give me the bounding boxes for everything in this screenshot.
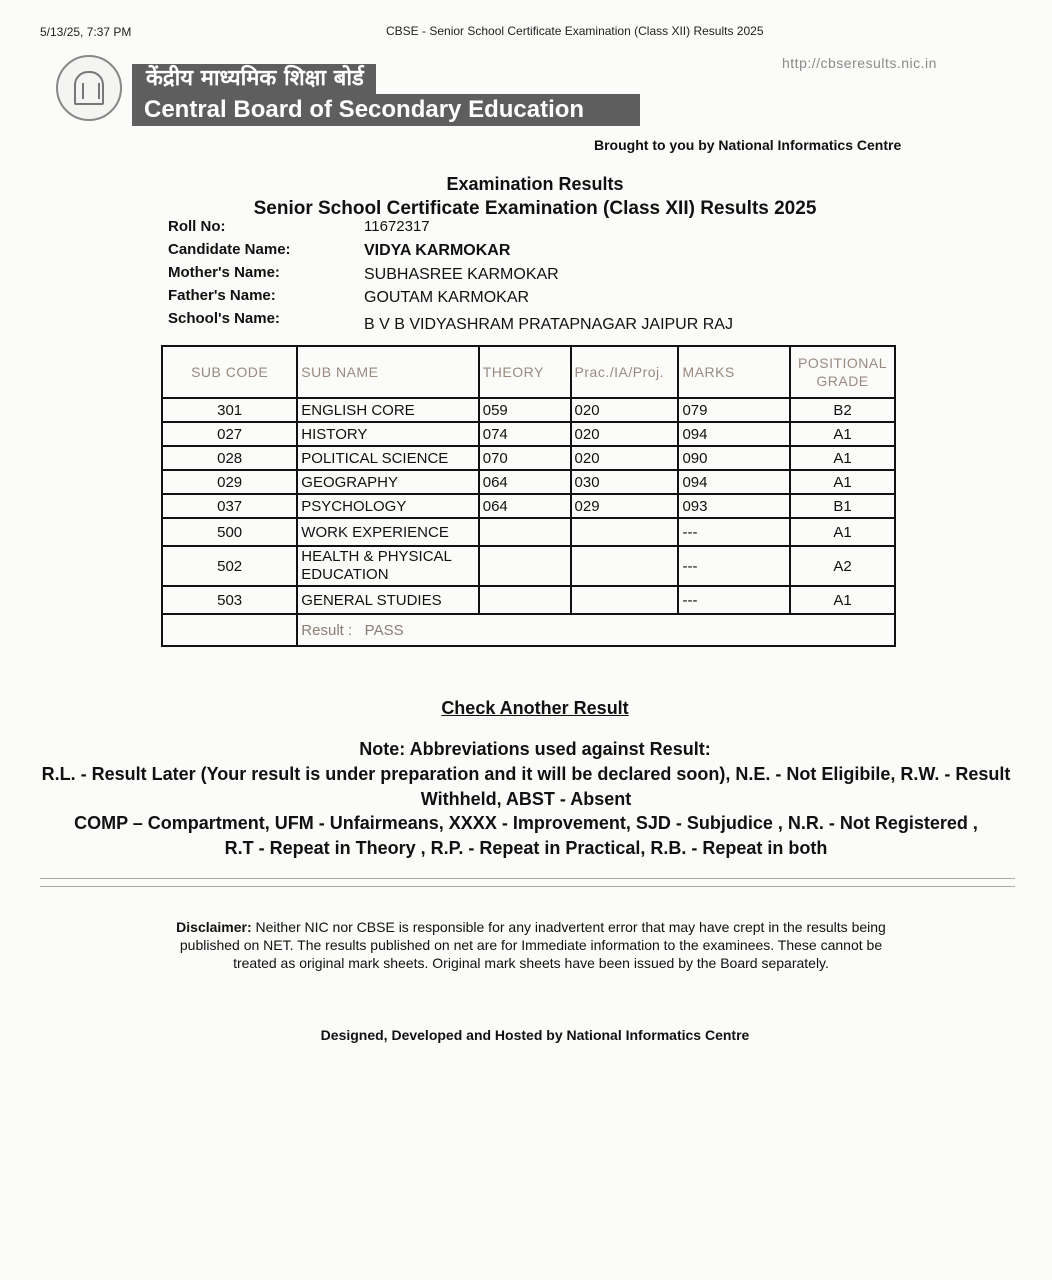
- print-datetime: 5/13/25, 7:37 PM: [40, 25, 132, 39]
- theory-marks: 064: [479, 470, 571, 494]
- board-name-english: Central Board of Secondary Education: [132, 94, 640, 126]
- school-name-label: School's Name:: [168, 310, 280, 327]
- father-name-label: Father's Name:: [168, 287, 276, 304]
- total-marks: 094: [678, 470, 790, 494]
- check-another-result-link[interactable]: Check Another Result: [441, 698, 629, 718]
- table-row: [162, 398, 895, 422]
- mother-name-label: Mother's Name:: [168, 264, 280, 281]
- marks-table: [161, 345, 896, 647]
- total-marks: 090: [678, 446, 790, 470]
- sub-name: ENGLISH CORE: [297, 398, 478, 422]
- sub-code: 029: [162, 470, 297, 494]
- theory-marks: 064: [479, 494, 571, 518]
- result-value: PASS: [364, 621, 404, 639]
- col-header-grade: POSITIONAL GRADE: [790, 346, 895, 398]
- father-name-value: GOUTAM KARMOKAR: [364, 289, 530, 306]
- divider: [40, 886, 1015, 887]
- col-header-sub-code: SUB CODE: [162, 346, 297, 398]
- theory-marks: [479, 518, 571, 546]
- col-header-theory: THEORY: [479, 346, 571, 398]
- sub-code: 027: [162, 422, 297, 446]
- practical-marks: 020: [571, 446, 679, 470]
- print-page-title: CBSE - Senior School Certificate Examination (Class XII) Results 2025: [386, 24, 764, 38]
- board-name-hindi: केंद्रीय माध्यमिक शिक्षा बोर्ड: [132, 64, 376, 94]
- abbreviations-line-1: R.L. - Result Later (Your result is under preparation and it will be declared soon), N.E. - Not Eligibile, R.W. - Result Withheld, ABST - Absent: [41, 764, 1011, 809]
- candidate-name-value: VIDYA KARMOKAR: [364, 242, 511, 259]
- candidate-name-label: Candidate Name:: [168, 241, 291, 258]
- sub-code: 502: [162, 546, 297, 586]
- roll-no-label: Roll No:: [168, 218, 226, 235]
- sub-name: HEALTH & PHYSICAL EDUCATION: [297, 546, 478, 586]
- theory-marks: [479, 586, 571, 614]
- total-marks: 094: [678, 422, 790, 446]
- footer-credit: Designed, Developed and Hosted by National Informatics Centre: [320, 1027, 750, 1043]
- col-header-sub-name: SUB NAME: [297, 346, 478, 398]
- result-label: Result :: [301, 621, 353, 639]
- mother-name-value: SUBHASREE KARMOKAR: [364, 266, 559, 283]
- table-row: [162, 518, 895, 546]
- total-marks: ---: [678, 546, 790, 586]
- col-header-marks: MARKS: [678, 346, 790, 398]
- positional-grade: A1: [790, 518, 895, 546]
- sub-code: 503: [162, 586, 297, 614]
- positional-grade: B1: [790, 494, 895, 518]
- col-header-practical: Prac./IA/Proj.: [571, 346, 679, 398]
- disclaimer-text: Neither NIC nor CBSE is responsible for any inadvertent error that may have crept in the results being published on NET. The results published on net are for Immediate information to the examinees. These cannot be treated as original mark sheets. Original mark sheets have been issued by the Board separately.: [179, 919, 886, 971]
- result-empty-cell: [162, 614, 297, 646]
- site-url[interactable]: http://cbseresults.nic.in: [782, 55, 937, 71]
- theory-marks: 070: [479, 446, 571, 470]
- result-row: [162, 614, 895, 646]
- theory-marks: [479, 546, 571, 586]
- sub-name: GEOGRAPHY: [297, 470, 478, 494]
- page-heading: Examination Results: [446, 174, 624, 194]
- positional-grade: B2: [790, 398, 895, 422]
- theory-marks: 074: [479, 422, 571, 446]
- total-marks: 079: [678, 398, 790, 422]
- disclaimer-label: Disclaimer:: [176, 919, 252, 935]
- sub-name: PSYCHOLOGY: [297, 494, 478, 518]
- positional-grade: A1: [790, 470, 895, 494]
- table-header-row: [162, 346, 895, 398]
- brought-by-text: Brought to you by National Informatics Centre: [594, 137, 902, 153]
- positional-grade: A1: [790, 446, 895, 470]
- sub-name: WORK EXPERIENCE: [297, 518, 478, 546]
- disclaimer: [168, 918, 894, 972]
- table-row: [162, 494, 895, 518]
- positional-grade: A1: [790, 422, 895, 446]
- table-row: [162, 446, 895, 470]
- practical-marks: [571, 586, 679, 614]
- theory-marks: 059: [479, 398, 571, 422]
- roll-no-value: 11672317: [364, 218, 430, 235]
- table-row: [162, 422, 895, 446]
- abbreviations-heading: Note: Abbreviations used against Result:: [359, 739, 711, 759]
- abbreviations-line-2: COMP – Compartment, UFM - Unfairmeans, XXXX - Improvement, SJD - Subjudice , N.R. - Not Registered , R.T - Repeat in Theory , R.P. - Repeat in Practical, R.B. - Repeat in both: [74, 813, 978, 858]
- sub-code: 500: [162, 518, 297, 546]
- positional-grade: A1: [790, 586, 895, 614]
- school-name-value: B V B VIDYASHRAM PRATAPNAGAR JAIPUR RAJ: [364, 316, 733, 333]
- practical-marks: 029: [571, 494, 679, 518]
- total-marks: ---: [678, 518, 790, 546]
- positional-grade: A2: [790, 546, 895, 586]
- cbse-emblem-icon: [56, 55, 122, 121]
- table-row: [162, 546, 895, 586]
- sub-name: GENERAL STUDIES: [297, 586, 478, 614]
- total-marks: ---: [678, 586, 790, 614]
- practical-marks: [571, 546, 679, 586]
- sub-code: 037: [162, 494, 297, 518]
- sub-code: 301: [162, 398, 297, 422]
- result-cell: [297, 614, 895, 646]
- sub-code: 028: [162, 446, 297, 470]
- sub-name: POLITICAL SCIENCE: [297, 446, 478, 470]
- total-marks: 093: [678, 494, 790, 518]
- practical-marks: 020: [571, 398, 679, 422]
- practical-marks: [571, 518, 679, 546]
- practical-marks: 030: [571, 470, 679, 494]
- sub-name: HISTORY: [297, 422, 478, 446]
- divider: [40, 878, 1015, 879]
- practical-marks: 020: [571, 422, 679, 446]
- page-subheading: Senior School Certificate Examination (Class XII) Results 2025: [253, 198, 817, 219]
- table-row: [162, 586, 895, 614]
- table-row: [162, 470, 895, 494]
